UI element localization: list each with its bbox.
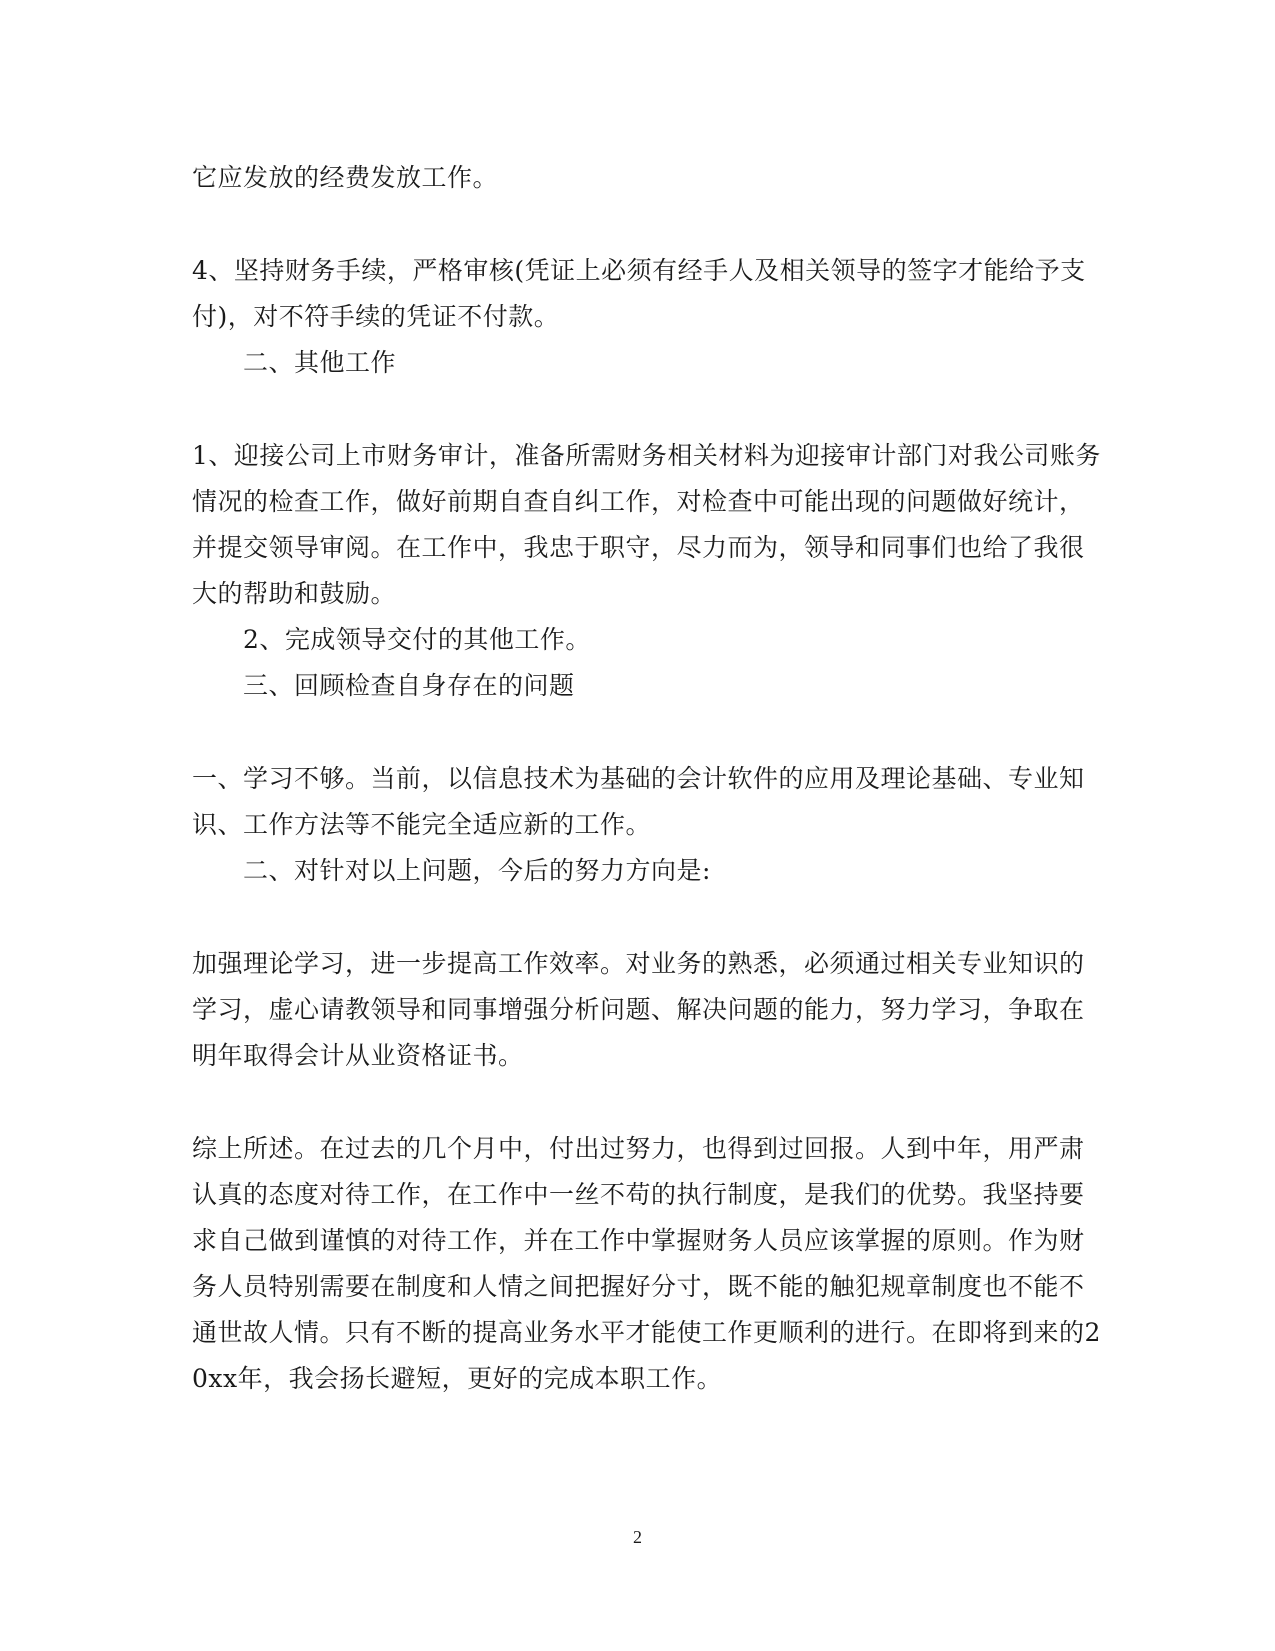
text-line: 务人员特别需要在制度和人情之间把握好分寸，既不能的触犯规章制度也不能不	[192, 1272, 1085, 1301]
page-number: 2	[633, 1527, 642, 1547]
text-line: 认真的态度对待工作，在工作中一丝不苟的执行制度，是我们的优势。我坚持要	[192, 1180, 1085, 1209]
text-line: 付)，对不符手续的凭证不付款。	[192, 302, 560, 331]
text-line: 4、坚持财务手续，严格审核(凭证上必须有经手人及相关领导的签字才能给予支	[192, 256, 1086, 285]
text-line: 大的帮助和鼓励。	[192, 579, 397, 608]
text-line: 0xx年，我会扬长避短，更好的完成本职工作。	[192, 1364, 723, 1393]
text-line: 综上所述。在过去的几个月中，付出过努力，也得到过回报。人到中年，用严肃	[192, 1134, 1085, 1163]
text-line: 1、迎接公司上市财务审计，准备所需财务相关材料为迎接审计部门对我公司账务	[192, 441, 1101, 470]
section-heading: 二、对针对以上问题，今后的努力方向是:	[243, 856, 711, 885]
text-line: 通世故人情。只有不断的提高业务水平才能使工作更顺利的进行。在即将到来的2	[192, 1318, 1101, 1347]
text-line: 一、学习不够。当前，以信息技术为基础的会计软件的应用及理论基础、专业知	[192, 764, 1085, 793]
section-heading: 二、其他工作	[243, 348, 397, 377]
text-line: 它应发放的经费发放工作。	[192, 163, 499, 192]
text-line: 求自己做到谨慎的对待工作，并在工作中掌握财务人员应该掌握的原则。作为财	[192, 1226, 1085, 1255]
text-line: 学习，虚心请教领导和同事增强分析问题、解决问题的能力，努力学习，争取在	[192, 995, 1085, 1024]
text-line: 明年取得会计从业资格证书。	[192, 1041, 524, 1070]
text-line: 情况的检查工作，做好前期自查自纠工作，对检查中可能出现的问题做好统计，	[192, 487, 1085, 516]
text-line: 并提交领导审阅。在工作中，我忠于职守，尽力而为，领导和同事们也给了我很	[192, 533, 1085, 562]
text-line: 加强理论学习，进一步提高工作效率。对业务的熟悉，必须通过相关专业知识的	[192, 949, 1085, 978]
section-heading: 三、回顾检查自身存在的问题	[243, 671, 575, 700]
text-line: 2、完成领导交付的其他工作。	[243, 625, 591, 654]
text-line: 识、工作方法等不能完全适应新的工作。	[192, 810, 652, 839]
